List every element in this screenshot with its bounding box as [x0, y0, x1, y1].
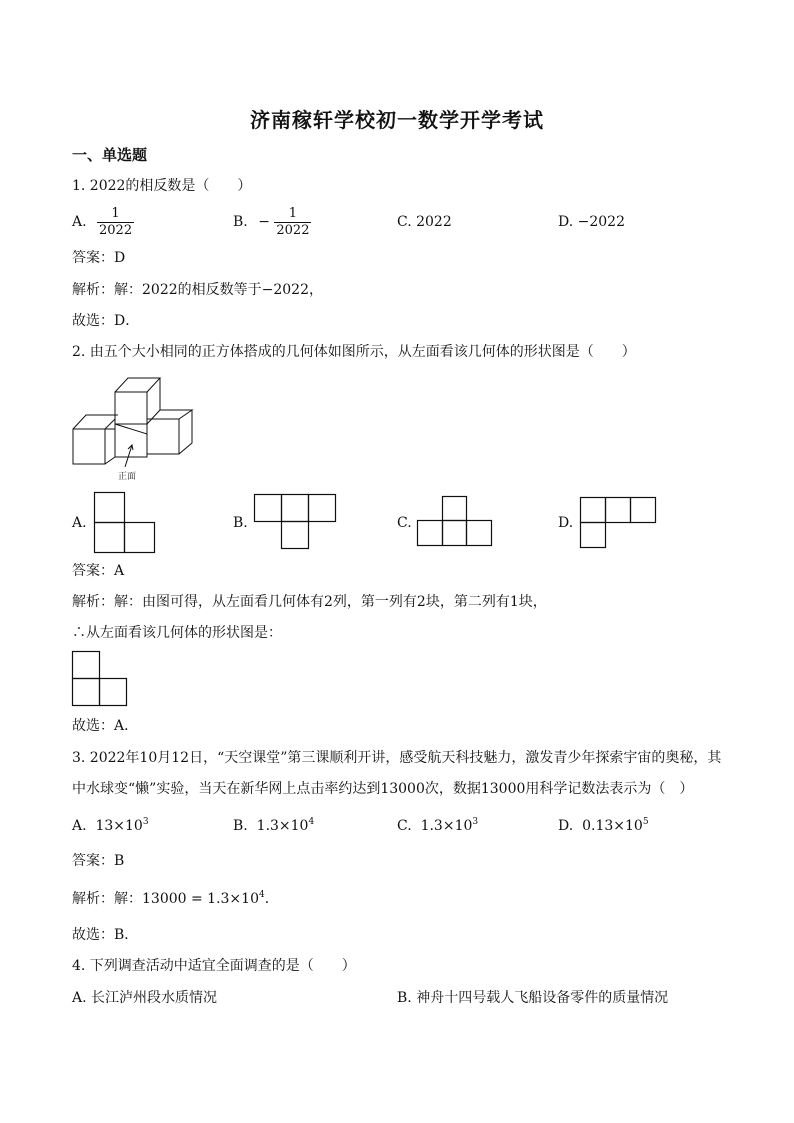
q1-conclusion: 故选：D．	[72, 313, 140, 329]
fraction-numerator: 1	[288, 205, 298, 221]
q3-option-b-label: B.	[233, 818, 248, 834]
q3-conclusion: 故选：B．	[72, 927, 139, 943]
q2-option-b-label: B.	[233, 515, 248, 531]
cube-solid-figure	[70, 373, 205, 483]
question-1-stem: 1. 2022的相反数是（ ）	[72, 178, 252, 194]
q1-option-c: C. 2022	[397, 214, 452, 230]
q3-option-b	[233, 817, 314, 835]
q4-option-b: B. 神舟十四号载人飞船设备零件的质量情况	[397, 990, 669, 1006]
q2-option-a-figure	[94, 492, 156, 554]
q4-option-a: A. 长江泸州段水质情况	[72, 990, 218, 1006]
q3-option-d-base: 0.13×10	[582, 818, 643, 834]
q3-option-c	[397, 817, 478, 835]
q1-analysis: 解析：解：2022的相反数等于−2022，	[72, 282, 323, 298]
q3-option-a	[72, 817, 149, 835]
question-3-stem-line1: 3. 2022年10月12日，“天空课堂”第三课顺利开讲，感受航天科技魅力，激发青少年探索宇宙的奥秘，其	[72, 750, 722, 766]
q3-option-a-base: 13×10	[95, 818, 143, 834]
q1-option-b-fraction	[274, 206, 311, 239]
q2-option-a-label: A.	[72, 515, 87, 531]
q3-option-c-base: 1.3×10	[420, 818, 473, 834]
q3-answer: 答案：B	[72, 853, 125, 869]
q2-answer: 答案：A	[72, 563, 125, 579]
q1-option-a	[72, 205, 134, 239]
q2-option-c-figure	[417, 496, 493, 548]
q3-option-b-exponent: 4	[308, 817, 315, 827]
q2-conclusion: 故选：A．	[72, 718, 139, 734]
q1-answer: 答案：D	[72, 250, 126, 266]
question-4-stem: 4. 下列调查活动中适宜全面调查的是（ ）	[72, 958, 356, 974]
q3-option-a-label: A.	[72, 818, 87, 834]
front-view-label: 正面	[118, 471, 137, 481]
q2-answer-figure	[72, 651, 128, 707]
fraction-denominator: 2022	[276, 222, 310, 238]
fraction-numerator: 1	[111, 205, 120, 221]
q3-option-a-exponent: 3	[142, 817, 149, 827]
q3-analysis-text: 解析：解：13000 = 1.3×10	[72, 891, 259, 907]
q1-option-a-label: A.	[72, 214, 87, 230]
q3-option-c-exponent: 3	[472, 817, 479, 827]
question-2-stem: 2. 由五个大小相同的正方体搭成的几何体如图所示，从左面看该几何体的形状图是（ ）	[72, 344, 636, 360]
q1-option-d: D. −2022	[558, 214, 625, 230]
q2-option-c-label: C.	[397, 515, 412, 531]
fraction-denominator: 2022	[99, 222, 133, 238]
q3-option-d	[558, 817, 649, 835]
q2-option-d-figure	[580, 497, 658, 549]
q3-option-d-label: D.	[558, 818, 574, 834]
q1-option-b-label: B.	[233, 214, 248, 230]
q3-analysis-suffix: ．	[264, 891, 279, 907]
q3-option-b-base: 1.3×10	[256, 818, 309, 834]
q2-therefore: ∴从左面看该几何体的形状图是：	[72, 625, 282, 641]
q2-option-b-figure	[254, 494, 338, 550]
q2-analysis: 解析：解：由图可得，从左面看几何体有2列，第一列有2块，第二列有1块，	[72, 594, 547, 610]
q1-option-b	[233, 205, 311, 239]
q2-option-d-label: D.	[558, 515, 574, 531]
q3-option-c-label: C.	[397, 818, 412, 834]
q3-analysis-exponent: 4	[258, 890, 265, 900]
q3-option-d-exponent: 5	[642, 817, 649, 827]
section-heading: 一、单选题	[72, 146, 148, 164]
question-3-stem-line2: 中水球变“懒”实验，当天在新华网上点击率约达到13000次，数据13000用科学记数法表示为（ ）	[72, 781, 694, 797]
page-title: 济南稼轩学校初一数学开学考试	[250, 108, 544, 132]
minus-sign: −	[258, 214, 270, 230]
q3-analysis	[72, 890, 279, 908]
q1-option-a-fraction	[97, 206, 134, 239]
